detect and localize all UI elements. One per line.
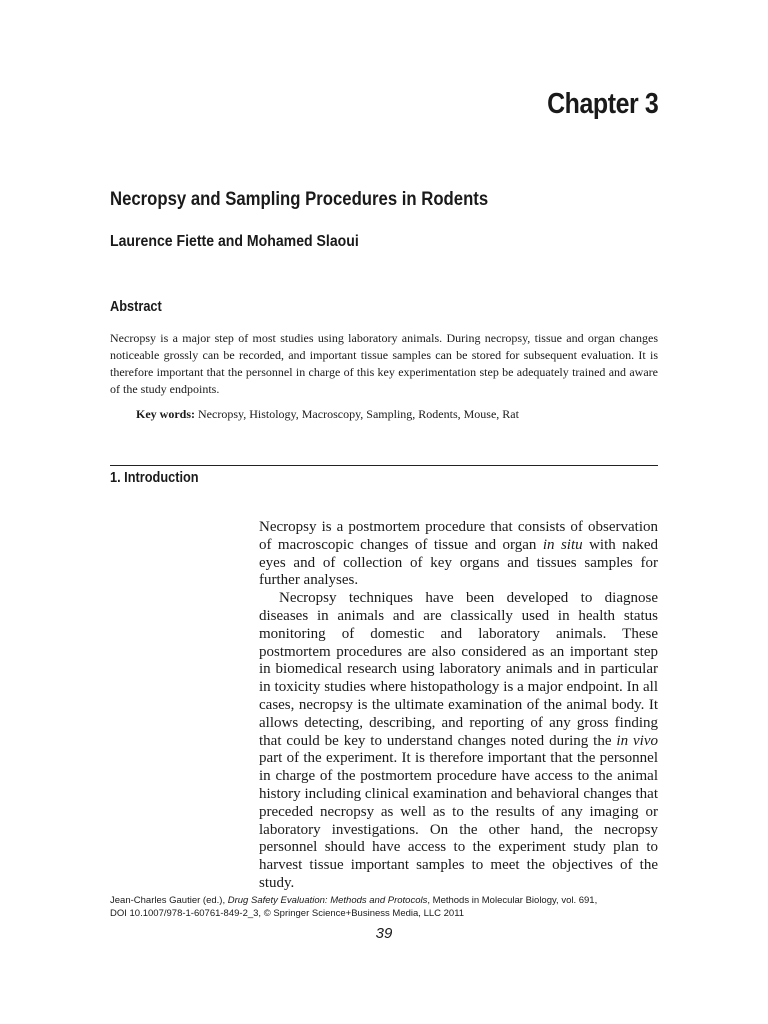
keywords xyxy=(136,407,519,422)
section-divider xyxy=(110,465,658,466)
citation-footnote xyxy=(110,895,670,920)
paragraph-2 xyxy=(259,590,658,893)
section-heading-introduction: 1. Introduction xyxy=(110,470,199,486)
introduction-body xyxy=(259,519,658,893)
article-authors: Laurence Fiette and Mohamed Slaoui xyxy=(110,233,359,250)
paragraph-1 xyxy=(259,519,658,590)
paragraph-1-italic: in situ xyxy=(542,536,583,553)
footnote-doi: DOI 10.1007/978-1-60761-849-2_3, © Springer Science+Business Media, LLC 2011 xyxy=(110,907,465,919)
footnote-book-title: Drug Safety Evaluation: Methods and Protocols xyxy=(227,895,428,906)
footnote-series: , Methods in Molecular Biology, vol. 691, xyxy=(427,895,598,906)
keywords-label: Key words: xyxy=(136,407,195,421)
paragraph-2-text-a: Necropsy techniques have been developed to diagnose diseases in animals and are classically used in health status monitoring of domestic and laboratory animals. These postmortem procedures are also considered as an important step in biomedical research using laboratory animals and in particular in toxicity studies where histopathology is a major endpoint. In all cases, necropsy is the ultimate examination of the animal body. It allows detecting, describing, and reporting of any gross finding that could be key to understand changes noted during the xyxy=(259,590,658,749)
paragraph-2-italic: in vivo xyxy=(616,732,658,749)
chapter-label: Chapter 3 xyxy=(546,88,658,120)
article-title: Necropsy and Sampling Procedures in Rodents xyxy=(110,189,489,210)
paragraph-2-text-b: part of the experiment. It is therefore important that the personnel in charge of the postmortem procedure have access to the animal history including clinical examination and behavioral changes that preceded necropsy as well as to the results of any imaging or laboratory investigations. On the other hand, the necropsy personnel should have access to the experiment study plan to harvest tissue important samples to meet the objectives of the study. xyxy=(259,750,658,891)
footnote-editor: Jean-Charles Gautier (ed.), xyxy=(110,895,228,906)
abstract-heading: Abstract xyxy=(110,299,162,315)
keywords-list: Necropsy, Histology, Macroscopy, Sampling, Rodents, Mouse, Rat xyxy=(198,407,519,421)
footnote-line-1 xyxy=(110,895,670,908)
page-number: 39 xyxy=(375,925,393,942)
abstract-text: Necropsy is a major step of most studies using laboratory animals. During necropsy, tissue and organ changes noticeable grossly can be recorded, and important tissue samples can be stored for subsequent evaluation. It is therefore important that the personnel in charge of this key experimentation step be adequately trained and aware of the study endpoints. xyxy=(110,331,658,396)
paragraph-1-text-b: with naked eyes and of collection of key organs and tissues samples for further analyses. xyxy=(259,536,658,589)
paragraph-1-text-a: Necropsy is a postmortem procedure that consists of observation of macroscopic changes of tissue and organ xyxy=(259,519,658,553)
